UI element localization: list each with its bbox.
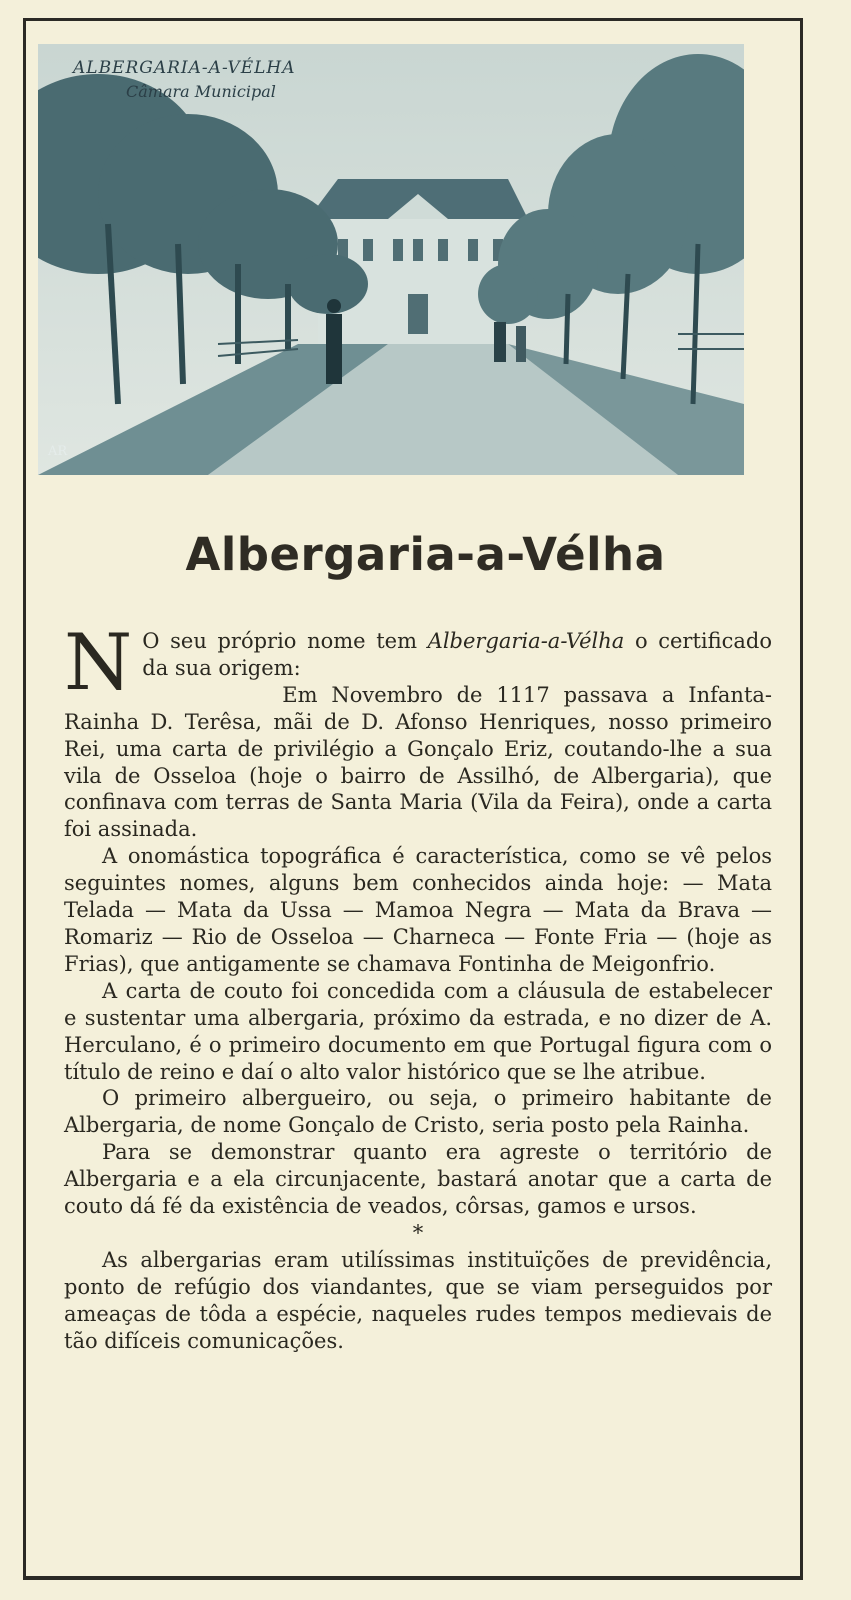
paragraph-wild-territory: Para se demonstrar quanto era agreste o território de Albergaria e a ela circunjacente, bastará anotar que a carta de couto dá fé da existência de veados, côrsas, gamos e ursos. — [64, 1140, 772, 1219]
street-scene-illustration — [38, 44, 744, 475]
paragraph-first-innkeeper: O primeiro albergueiro, ou seja, o primeiro habitante de Albergaria, de nome Gonçalo de Cristo, seria posto pela Rainha. — [64, 1086, 772, 1138]
section-separator: * — [412, 1220, 424, 1245]
town-hall-photo — [38, 44, 744, 475]
photographer-monogram: AR — [48, 444, 68, 459]
intro-text-start: O seu próprio nome tem — [142, 629, 428, 653]
drop-cap: N — [64, 618, 133, 708]
article-title: Albergaria-a-Vélha — [185, 528, 666, 581]
paragraph-charter: Em Novembro de 1117 passava a Infanta-Rainha D. Terêsa, mãi de D. Afonso Henriques, nosso primeiro Rei, uma carta de privilégio a Gonçalo Eriz, coutando-lhe a sua vila de Osseloa (hoje o bairro de Assilhó, de Albergaria), que confinava com terras de Santa Maria (Vila da Feira), onde a carta foi assinada. — [64, 682, 772, 842]
town-name-italic: Albergaria-a-Vélha — [427, 629, 625, 653]
intro-text-end: o certificado da sua origem: — [142, 629, 772, 680]
article-body — [64, 618, 772, 1355]
paragraph-albergarias: As albergarias eram utilíssimas instituïções de previdência, ponto de refúgio dos viandantes, que se viam perseguidos por ameaças de tôda a espécie, naqueles rudes tempos medievais de tão difíceis comunicações. — [64, 1247, 772, 1353]
paragraph-couto: A carta de couto foi concedida com a cláusula de estabelecer e sustentar uma albergaria, próximo da estrada, e no dizer de A. Herculano, é o primeiro documento em que Portugal figura com o título de reino e daí o alto valor histórico que se lhe atribue. — [64, 978, 772, 1084]
photo-caption-building: Câmara Municipal — [126, 82, 276, 101]
paragraph-toponymy: A onomástica topográfica é característica, como se vê pelos seguintes nomes, alguns bem conhecidos ainda hoje: — Mata Telada — Mata da Ussa — Mamoa Negra — Mata da Brava — Romariz — Rio de Osseloa — Charneca — Fonte Fria — (hoje as Frias), que antigamente se chamava Fontinha de Meigonfrio. — [64, 844, 772, 976]
paragraph-intro — [64, 618, 772, 708]
photo-caption-place: ALBERGARIA-A-VÉLHA — [73, 58, 296, 78]
